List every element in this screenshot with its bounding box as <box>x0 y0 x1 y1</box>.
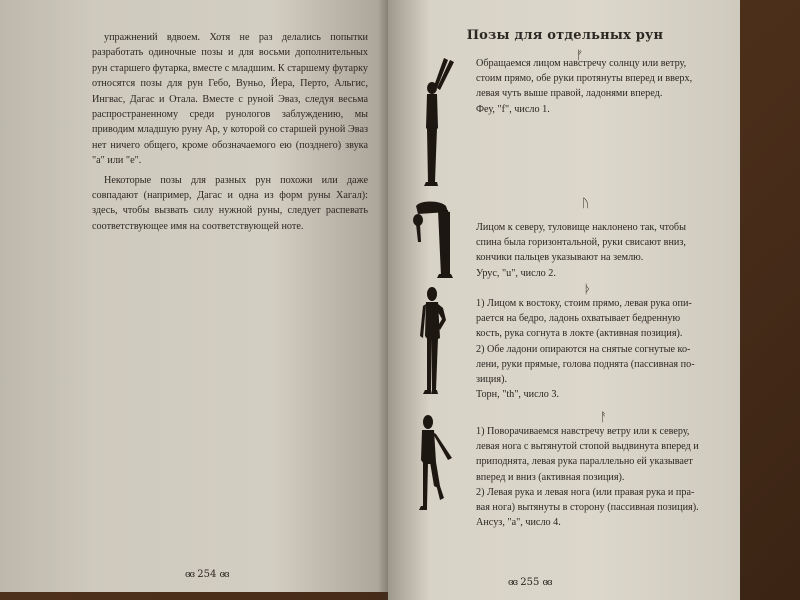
ornament-left: ɞɞ <box>508 578 518 588</box>
text-line: рается на бедро, ладонь охватывает бедренную <box>476 313 681 325</box>
rune-glyph: ᚨ <box>600 410 608 424</box>
text-line: спина была горизонтальной, руки свисают вниз, <box>476 237 686 249</box>
pose-uruz <box>410 196 726 280</box>
rune-glyph: ᚠ <box>576 48 584 62</box>
page-number: 254 <box>197 569 217 580</box>
text-line: Торн, "th", число 3. <box>476 389 559 401</box>
rune-glyph: ᚢ <box>582 196 590 210</box>
left-page-number <box>185 569 229 580</box>
figure-stepping-forward-icon <box>410 414 460 514</box>
text-line: Ансуз, "a", число 4. <box>476 517 561 529</box>
text-line: Обращаемся лицом навстречу солнцу или ветру, <box>476 58 687 69</box>
left-page-text <box>92 30 368 234</box>
text-line: Феу, "f", число 1. <box>476 103 550 115</box>
text-line: Лицом к северу, туловище наклонено так, чтобы <box>476 222 686 233</box>
paragraph: упражнений вдвоем. Хотя не раз делались попытки разработать одиночные позы и для восьми дополнительных рун старшего футарка, вместе с младшим. К старшему футарку относятся позы для рун Гебо, Вуньо, Йера, Перто, Альгис, Ингвас, Дагас и Отала. Вместе с руной Эваз, следуя весьма распространенному среди рунологов заблуждению, мы приводим младшую руну Ар, у которой со старшей руной Эваз нет ничего общего, кроме обозначаемого ею (позднего) звука "а" или "е". <box>92 32 368 167</box>
text-line: кость, рука согнута в локте (активная позиция). <box>476 328 683 340</box>
figure-hand-on-hip-icon <box>410 286 460 396</box>
ornament-right: ɞɞ <box>542 578 552 588</box>
text-line: 2) Обе ладони опираются на снятые согнутые ко- <box>476 343 691 355</box>
paragraph: Некоторые позы для разных рун похожи или даже совпадают (например, Дагас и одна из форм руны Хагал): здесь, чтобы вызвать силу нужной руны, следует распевать соответствующее имя на соответствующей ноте. <box>92 174 368 232</box>
text-line: 1) Поворачиваемся навстречу ветру или к северу, <box>476 426 690 437</box>
text-line: вперед и вниз (активная позиция). <box>476 471 625 483</box>
rune-glyph: ᚦ <box>584 282 592 296</box>
pose-ansuz <box>410 410 726 530</box>
text-line: 1) Лицом к востоку, стоим прямо, левая рука опи- <box>476 298 692 309</box>
text-line: зиция). <box>476 374 508 386</box>
text-line: левая нога с вытянутой стопой выдвинута вперед и <box>476 441 699 453</box>
text-line: 2) Левая рука и левая нога (или правая рука и пра- <box>476 486 695 498</box>
page-title: Позы для отдельных рун <box>466 28 664 43</box>
text-line: приподнята, левая рука параллельно ей указывает <box>476 456 693 468</box>
ornament-left: ɞɞ <box>185 570 195 580</box>
text-line: вая нога) вытянуты в сторону (пассивная позиция). <box>476 502 699 514</box>
text-line: Урус, "u", число 2. <box>476 267 556 279</box>
text-line: лени, руки прямые, голова поднята (пассивная по- <box>476 358 695 370</box>
pose-description <box>476 424 716 530</box>
page-number: 255 <box>520 577 540 588</box>
figure-arms-raised-icon <box>410 58 460 188</box>
pose-description <box>476 56 716 117</box>
ornament-right: ɞɞ <box>219 570 229 580</box>
left-page <box>0 0 388 592</box>
pose-fehu <box>410 48 726 202</box>
pose-description <box>476 296 716 402</box>
figure-bent-forward-icon <box>410 198 460 278</box>
right-page-number <box>508 577 552 588</box>
pose-description <box>476 220 716 281</box>
text-line: кончики пальцев указывают на землю. <box>476 252 644 264</box>
right-page <box>388 0 740 600</box>
text-line: левая чуть выше правой, ладонями вперед. <box>476 88 663 100</box>
text-line: стоим прямо, обе руки протянуты вперед и вверх, <box>476 73 693 85</box>
pose-thurisaz <box>410 282 726 402</box>
